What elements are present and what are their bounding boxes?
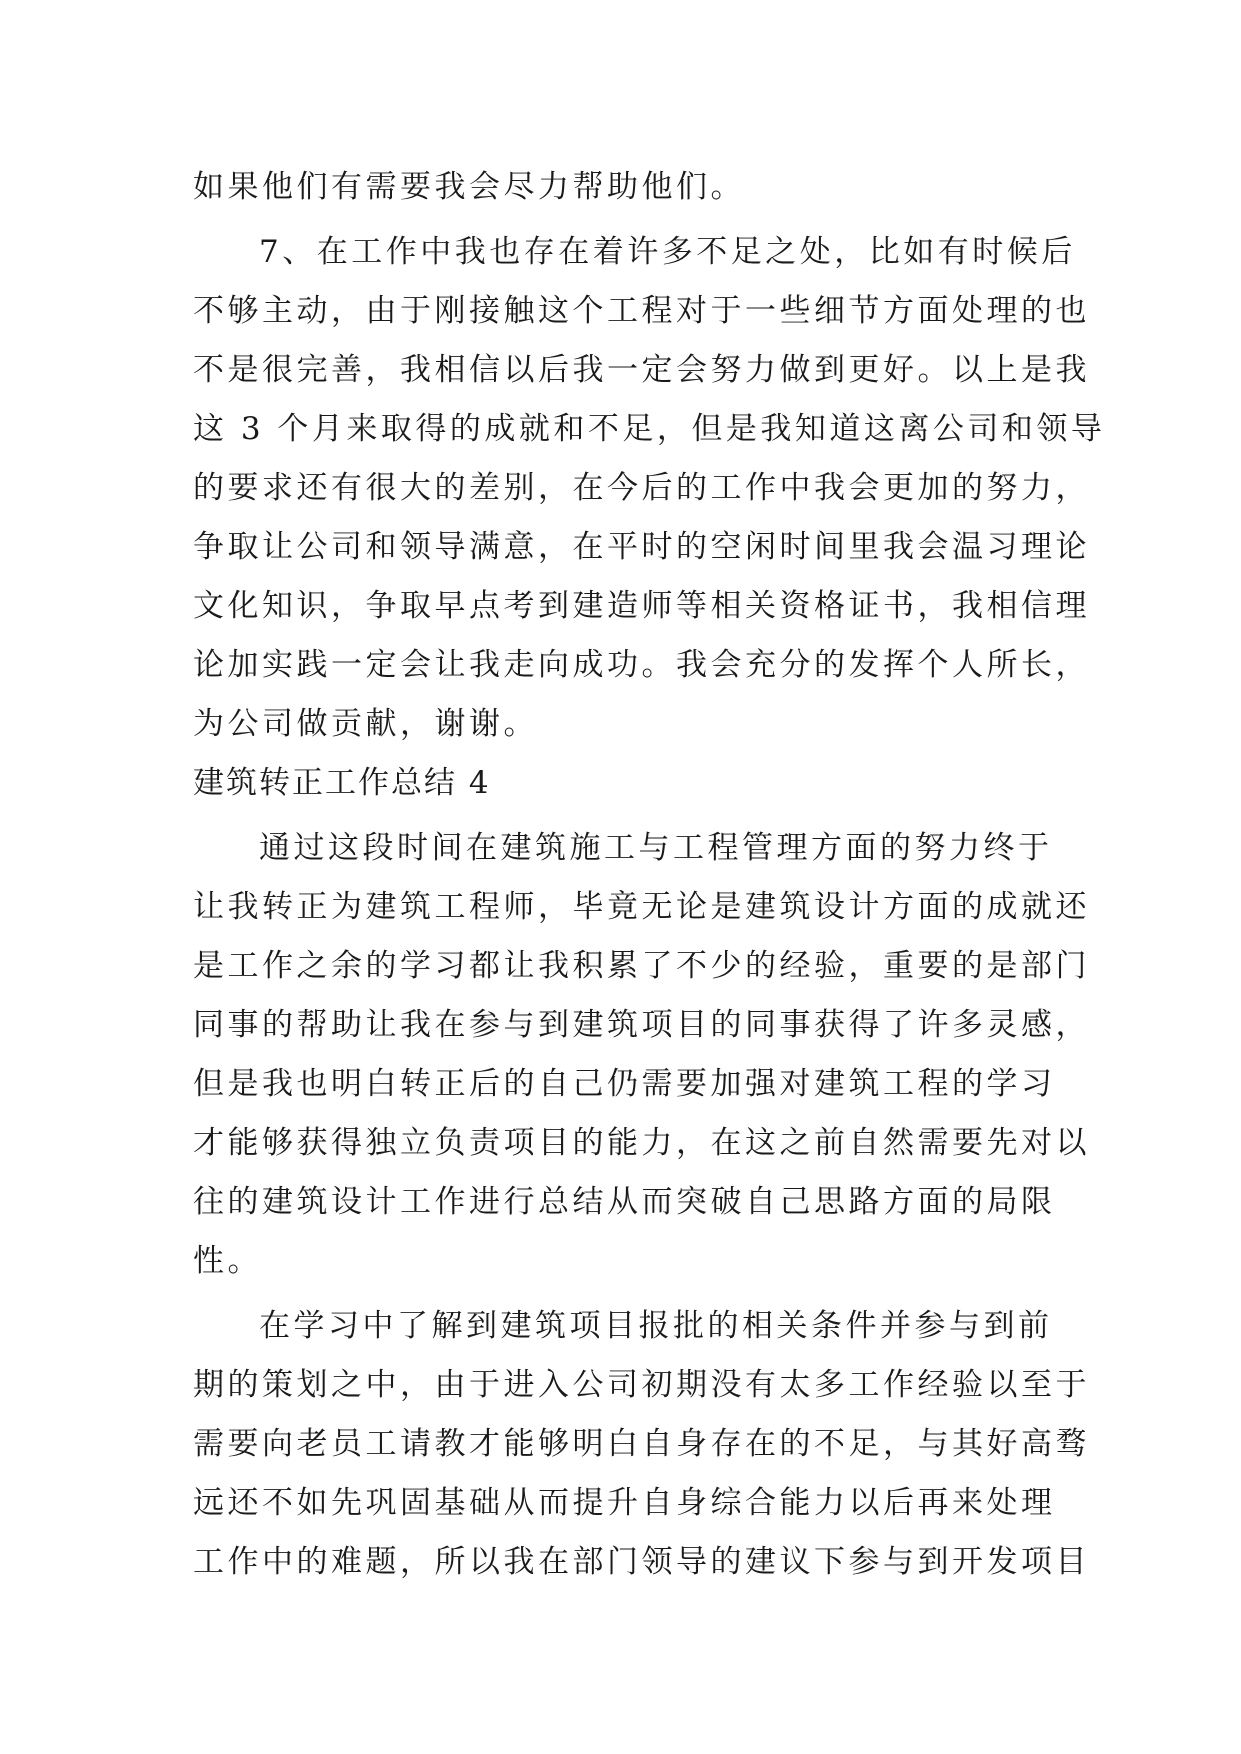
text-line: 往的建筑设计工作进行总结从而突破自己思路方面的局限 [193, 1184, 1056, 1220]
text-line: 争取让公司和领导满意，在平时的空闲时间里我会温习理论 [193, 529, 1090, 565]
text-line: 才能够获得独立负责项目的能力，在这之前自然需要先对以 [193, 1125, 1090, 1161]
text-line: 的要求还有很大的差别，在今后的工作中我会更加的努力， [193, 470, 1090, 506]
text-line: 工作中的难题，所以我在部门领导的建议下参与到开发项目 [193, 1544, 1090, 1580]
text-line: 这 3 个月来取得的成就和不足，但是我知道这离公司和领导 [193, 411, 1106, 447]
text-line: 但是我也明白转正后的自己仍需要加强对建筑工程的学习 [193, 1066, 1056, 1102]
text-line: 不够主动，由于刚接触这个工程对于一些细节方面处理的也 [193, 293, 1090, 329]
document-body [193, 158, 1106, 1592]
text-line: 是工作之余的学习都让我积累了不少的经验，重要的是部门 [193, 948, 1090, 984]
text-line: 让我转正为建筑工程师，毕竟无论是建筑设计方面的成就还 [193, 889, 1090, 925]
text-line: 论加实践一定会让我走向成功。我会充分的发挥个人所长， [193, 647, 1090, 683]
section-heading: 建筑转正工作总结 4 [193, 765, 491, 801]
text-line: 同事的帮助让我在参与到建筑项目的同事获得了许多灵感， [193, 1007, 1090, 1043]
paragraph-first-line: 通过这段时间在建筑施工与工程管理方面的努力终于 [259, 830, 1053, 866]
text-line: 为公司做贡献，谢谢。 [193, 706, 538, 742]
paragraph-first-line: 在学习中了解到建筑项目报批的相关条件并参与到前 [259, 1308, 1053, 1344]
text-line: 如果他们有需要我会尽力帮助他们。 [193, 169, 745, 205]
text-line: 性。 [193, 1243, 262, 1279]
paragraph-first-line: 7、在工作中我也存在着许多不足之处，比如有时候后 [259, 234, 1076, 270]
text-line: 期的策划之中，由于进入公司初期没有太多工作经验以至于 [193, 1367, 1090, 1403]
text-line: 需要向老员工请教才能够明白自身存在的不足，与其好高骛 [193, 1426, 1090, 1462]
text-line: 文化知识，争取早点考到建造师等相关资格证书，我相信理 [193, 588, 1090, 624]
text-line: 不是很完善，我相信以后我一定会努力做到更好。以上是我 [193, 352, 1090, 388]
text-line: 远还不如先巩固基础从而提升自身综合能力以后再来处理 [193, 1485, 1056, 1521]
